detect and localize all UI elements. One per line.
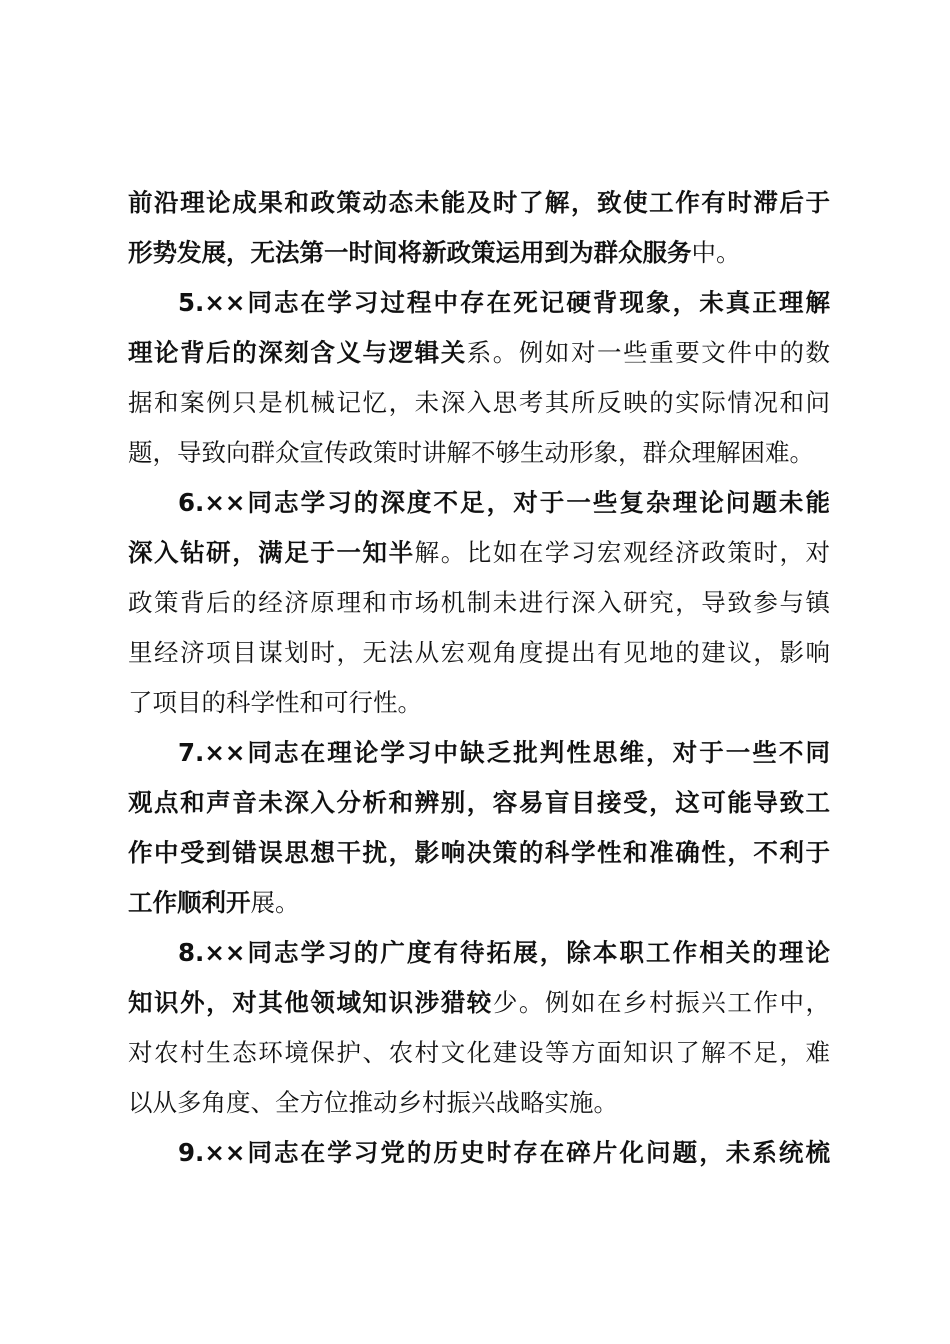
body-text-line bbox=[128, 433, 830, 473]
bold-text: 前沿理论成果和政策动态未能及时了解，致使工作有时滞后于 bbox=[128, 188, 830, 217]
regular-text: 中。 bbox=[691, 238, 741, 267]
body-text-line bbox=[128, 183, 830, 223]
regular-text: 以从多角度、全方位推动乡村振兴战略实施。 bbox=[128, 1088, 618, 1117]
paragraph-6-heading bbox=[178, 483, 830, 523]
bold-text: 8.××同志学习的广度有待拓展，除本职工作相关的理论 bbox=[178, 938, 830, 967]
regular-text: 少。例如在乡村振兴工作中， bbox=[492, 988, 831, 1017]
bold-text: 深入钻研，满足于一知半 bbox=[128, 538, 415, 567]
bold-text: 7.××同志在理论学习中缺乏批判性思维，对于一些不同 bbox=[178, 738, 830, 767]
regular-text: 据和案例只是机械记忆，未深入思考其所反映的实际情况和问 bbox=[128, 388, 830, 417]
body-text-line bbox=[128, 383, 830, 423]
body-text-line bbox=[128, 633, 830, 673]
body-text-line bbox=[128, 783, 830, 823]
regular-text: 题，导致向群众宣传政策时讲解不够生动形象，群众理解困难。 bbox=[128, 438, 814, 467]
bold-text: 理论背后的深刻含义与逻辑关 bbox=[128, 338, 467, 367]
regular-text: 展。 bbox=[250, 888, 300, 917]
body-text-line bbox=[128, 1083, 830, 1123]
regular-text: 系。例如对一些重要文件中的数 bbox=[466, 338, 830, 367]
bold-text: 形势发展，无法第一时间将新政策运用到为群众服务 bbox=[128, 238, 692, 267]
body-text-line bbox=[128, 983, 830, 1023]
regular-text: 了项目的科学性和可行性。 bbox=[128, 688, 422, 717]
paragraph-7-heading bbox=[178, 733, 830, 773]
body-text-line bbox=[128, 883, 830, 923]
body-text-line bbox=[128, 1033, 830, 1073]
bold-text: 9.××同志在学习党的历史时存在碎片化问题，未系统梳 bbox=[178, 1138, 830, 1167]
body-text-line bbox=[128, 583, 830, 623]
bold-text: 知识外，对其他领域知识涉猎较 bbox=[128, 988, 493, 1017]
bold-text: 工作顺利开 bbox=[128, 888, 251, 917]
body-text-line bbox=[128, 683, 830, 723]
regular-text: 解。比如在学习宏观经济政策时，对 bbox=[414, 538, 831, 567]
body-text-line bbox=[128, 833, 830, 873]
regular-text: 对农村生态环境保护、农村文化建设等方面知识了解不足，难 bbox=[128, 1038, 830, 1067]
bold-text: 6.××同志学习的深度不足，对于一些复杂理论问题未能 bbox=[178, 488, 830, 517]
body-text-line bbox=[128, 333, 830, 373]
regular-text: 里经济项目谋划时，无法从宏观角度提出有见地的建议，影响 bbox=[128, 638, 830, 667]
regular-text: 政策背后的经济原理和市场机制未进行深入研究，导致参与镇 bbox=[128, 588, 830, 617]
body-text-line bbox=[128, 233, 830, 273]
paragraph-9-heading bbox=[178, 1133, 830, 1173]
bold-text: 作中受到错误思想干扰，影响决策的科学性和准确性，不利于 bbox=[128, 838, 830, 867]
bold-text: 5.××同志在学习过程中存在死记硬背现象，未真正理解 bbox=[178, 288, 830, 317]
paragraph-5-heading bbox=[178, 283, 830, 323]
paragraph-8-heading bbox=[178, 933, 830, 973]
body-text-line bbox=[128, 533, 830, 573]
bold-text: 观点和声音未深入分析和辨别，容易盲目接受，这可能导致工 bbox=[128, 788, 830, 817]
